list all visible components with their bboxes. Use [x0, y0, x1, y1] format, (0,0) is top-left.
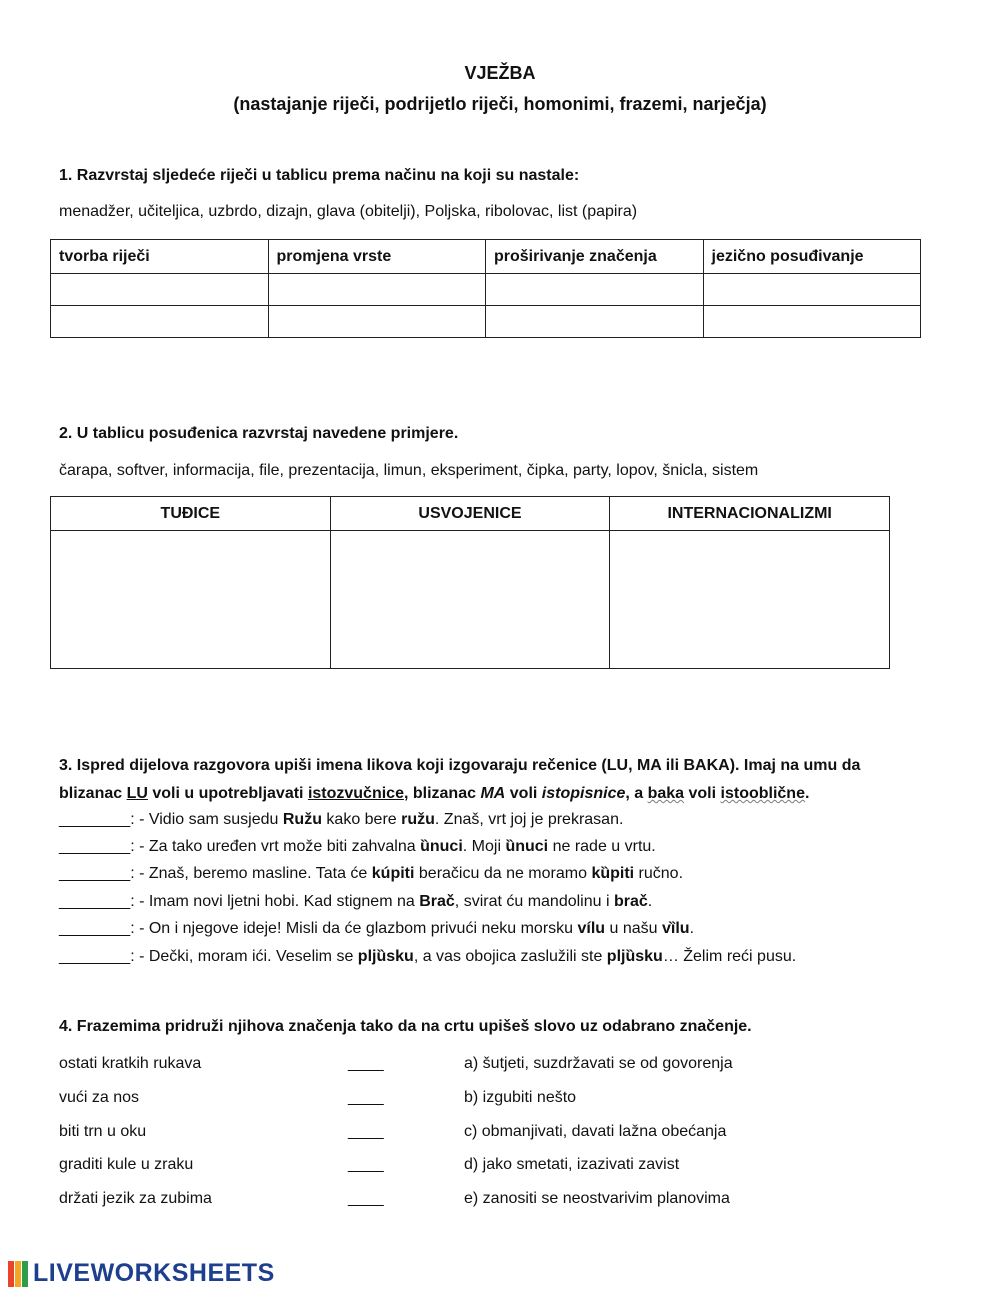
- dialogue-text: beračicu da ne moramo: [414, 865, 592, 882]
- answer-cell[interactable]: [268, 274, 486, 306]
- phrase-item: graditi kule u zraku: [59, 1156, 194, 1173]
- homonym-word: pljȕsku: [606, 948, 663, 965]
- dialogue-text: - On i njegove ideje! Misli da će glazbom privući neku morsku: [139, 920, 578, 937]
- q1-word-list: menadžer, učiteljica, uzbrdo, dizajn, glava (obitelji), Poljska, ribolovac, list (papira): [59, 203, 638, 220]
- q1-table-header-row: [51, 240, 921, 274]
- answer-cell[interactable]: [330, 531, 610, 669]
- q3-intro-text: , a: [625, 785, 648, 802]
- q3-intro-text: blizanac: [59, 785, 127, 802]
- answer-blank[interactable]: ________: [59, 948, 131, 965]
- q2-word-list: čarapa, softver, informacija, file, prezentacija, limun, eksperiment, čipka, party, lopov, šnicla, sistem: [59, 462, 759, 479]
- q3-instruction-line-2: [59, 780, 809, 808]
- q3-intro-text: voli: [505, 785, 542, 802]
- dialogue-text: u našu: [605, 920, 662, 937]
- homonym-word: vílu: [577, 920, 606, 937]
- answer-blank[interactable]: ____: [348, 1055, 384, 1072]
- answer-blank[interactable]: ________: [59, 865, 131, 882]
- dialogue-text: - Imam novi ljetni hobi. Kad stignem na: [139, 893, 420, 910]
- answer-cell[interactable]: [51, 306, 269, 338]
- dialogue-text: , a vas obojica zaslužili ste: [413, 948, 607, 965]
- q3-intro-term: istooblične: [720, 785, 805, 802]
- q2-instruction: 2. U tablicu posuđenica razvrstaj navedene primjere.: [59, 425, 459, 442]
- page-subtitle: (nastajanje riječi, podrijetlo riječi, homonimi, frazemi, narječja): [233, 94, 767, 114]
- q3-intro-lu: LU: [126, 785, 148, 802]
- dialogue-text: ručno.: [634, 865, 684, 882]
- dialogue-text: … Želim reći pusu.: [662, 948, 797, 965]
- q3-intro-text: voli: [684, 785, 721, 802]
- answer-blank[interactable]: ________: [59, 920, 131, 937]
- dialogue-line: ________: - Dečki, moram ići. Veselim se pljȕsku, a vas obojica zaslužili ste pljȕsku… Želim reći pusu.: [59, 948, 797, 965]
- homonym-word: pljȕsku: [357, 948, 414, 965]
- answer-cell[interactable]: [268, 306, 486, 338]
- dialogue-text: , svirat ću mandolinu i: [454, 893, 614, 910]
- dialogue-line: ________: - Vidio sam susjedu Ružu kako bere ružu. Znaš, vrt joj je prekrasan.: [59, 811, 624, 828]
- homonym-word: ȕnuci: [420, 838, 463, 855]
- homonym-word: Ružu: [282, 811, 322, 828]
- answer-cell[interactable]: [703, 306, 921, 338]
- dialogue-line: ________: - Za tako uređen vrt može biti zahvalna ȕnuci. Moji ȕnuci ne rade u vrtu.: [59, 838, 656, 855]
- answer-blank[interactable]: ____: [348, 1089, 384, 1106]
- dialogue-text: - Za tako uređen vrt može biti zahvalna: [139, 838, 421, 855]
- q2-header-cell: TUĐICE: [51, 497, 331, 531]
- table-row: [51, 274, 921, 306]
- answer-cell[interactable]: [703, 274, 921, 306]
- q3-intro-baka: baka: [647, 785, 685, 802]
- dialogue-text: .: [689, 920, 695, 937]
- homonym-word: brač: [613, 893, 648, 910]
- meaning-item: c) obmanjivati, davati lažna obećanja: [464, 1123, 727, 1140]
- q3-intro-text: voli u upotrebljavati: [147, 785, 308, 802]
- q3-intro-text: , blizanac: [403, 785, 481, 802]
- answer-cell[interactable]: [51, 531, 331, 669]
- q1-table: [50, 239, 921, 338]
- answer-blank[interactable]: ________: [59, 811, 131, 828]
- meaning-item: e) zanositi se neostvarivim planovima: [464, 1190, 730, 1207]
- q2-table-header-row: [51, 497, 890, 531]
- answer-blank[interactable]: ____: [348, 1123, 384, 1140]
- q1-header-cell: promjena vrste: [268, 240, 486, 274]
- liveworksheets-logo-text: LIVEWORKSHEETS: [33, 1259, 275, 1287]
- q1-instruction: 1. Razvrstaj sljedeće riječi u tablicu prema načinu na koji su nastale:: [59, 167, 580, 184]
- table-row: [51, 531, 890, 669]
- answer-blank[interactable]: ________: [59, 893, 131, 910]
- q2-header-cell: INTERNACIONALIZMI: [610, 497, 890, 531]
- phrase-item: biti trn u oku: [59, 1123, 147, 1140]
- answer-cell[interactable]: [486, 306, 704, 338]
- dialogue-text: ne rade u vrtu.: [548, 838, 656, 855]
- meaning-item: b) izgubiti nešto: [464, 1089, 577, 1106]
- q1-header-cell: proširivanje značenja: [486, 240, 704, 274]
- homonym-word: kȕpiti: [591, 865, 635, 882]
- phrase-item: držati jezik za zubima: [59, 1190, 212, 1207]
- q3-intro-ma: MA: [480, 785, 506, 802]
- dialogue-line: ________: - Znaš, beremo masline. Tata će kúpiti beračicu da ne moramo kȕpiti ručno.: [59, 865, 684, 882]
- liveworksheets-logo-icon: [8, 1261, 30, 1287]
- dialogue-text: .: [647, 893, 653, 910]
- liveworksheets-logo[interactable]: [8, 1259, 275, 1288]
- dialogue-line: ________: - Imam novi ljetni hobi. Kad stignem na Brač, svirat ću mandolinu i brač.: [59, 893, 653, 910]
- homonym-word: ȕnuci: [505, 838, 549, 855]
- meaning-item: a) šutjeti, suzdržavati se od govorenja: [464, 1055, 733, 1072]
- homonym-word: Brač: [419, 893, 455, 910]
- phrase-item: vući za nos: [59, 1089, 140, 1106]
- q1-header-cell: jezično posuđivanje: [703, 240, 921, 274]
- answer-cell[interactable]: [486, 274, 704, 306]
- q2-header-cell: USVOJENICE: [330, 497, 610, 531]
- dialogue-text: . Moji: [462, 838, 506, 855]
- dialogue-text: . Znaš, vrt joj je prekrasan.: [434, 811, 624, 828]
- homonym-word: ružu: [401, 811, 435, 828]
- answer-cell[interactable]: [610, 531, 890, 669]
- q3-intro-text: .: [804, 785, 810, 802]
- answer-blank[interactable]: ____: [348, 1190, 384, 1207]
- phrase-item: ostati kratkih rukava: [59, 1055, 202, 1072]
- table-row: [51, 306, 921, 338]
- dialogue-text: - Vidio sam susjedu: [139, 811, 283, 828]
- answer-blank[interactable]: ____: [348, 1156, 384, 1173]
- dialogue-text: - Znaš, beremo masline. Tata će: [139, 865, 372, 882]
- q4-instruction: 4. Frazemima pridruži njihova značenja tako da na crtu upišeš slovo uz odabrano značenje.: [59, 1018, 752, 1035]
- homonym-word: vȉlu: [662, 920, 690, 937]
- dialogue-line: ________: - On i njegove ideje! Misli da će glazbom privući neku morsku vílu u našu vȉlu.: [59, 920, 695, 937]
- q3-instruction-line-1: 3. Ispred dijelova razgovora upiši imena likova koji izgovaraju rečenice (LU, MA ili BAKA). Imaj na umu da: [59, 757, 861, 774]
- q3-intro-term: istozvučnice: [307, 785, 404, 802]
- page-title: VJEŽBA: [464, 63, 536, 83]
- answer-blank[interactable]: ________: [59, 838, 131, 855]
- dialogue-text: kako bere: [321, 811, 402, 828]
- q3-intro-term: istopisnice: [541, 785, 626, 802]
- meaning-item: d) jako smetati, izazivati zavist: [464, 1156, 680, 1173]
- homonym-word: kúpiti: [371, 865, 415, 882]
- dialogue-text: - Dečki, moram ići. Veselim se: [139, 948, 358, 965]
- answer-cell[interactable]: [51, 274, 269, 306]
- q2-table: [50, 496, 890, 669]
- q1-header-cell: tvorba riječi: [51, 240, 269, 274]
